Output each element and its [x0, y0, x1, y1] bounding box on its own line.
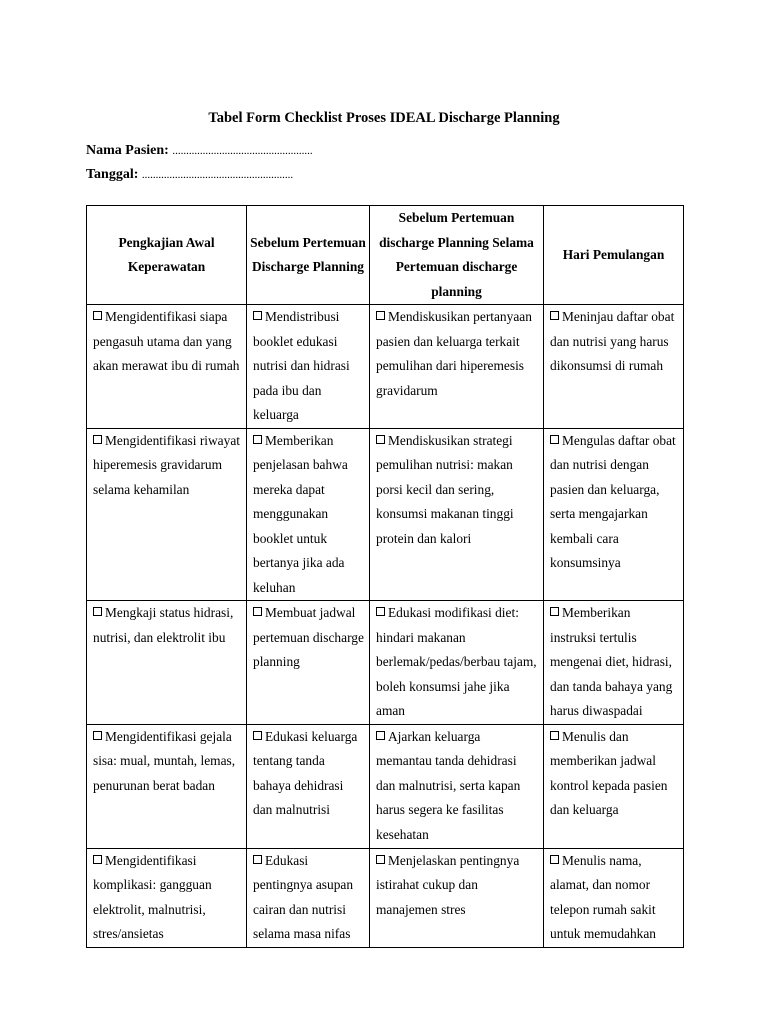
column-header: Sebelum Pertemuan discharge Planning Selama Pertemuan discharge planning: [370, 206, 544, 305]
table-cell: [544, 848, 684, 947]
cell-text: Mengidentifikasi siapa pengasuh utama dan yang akan merawat ibu di rumah: [93, 309, 240, 373]
checkbox[interactable]: [376, 607, 385, 616]
cell-text: Menjelaskan pentingnya istirahat cukup dan manajemen stres: [376, 852, 520, 917]
checkbox[interactable]: [253, 855, 262, 864]
cell-text: Ajarkan keluarga memantau tanda dehidrasi dan malnutrisi, serta kapan harus segera ke fasilitas kesehatan: [376, 728, 521, 842]
table-row: [87, 724, 684, 848]
checklist-table: [86, 205, 684, 948]
table-row: [87, 848, 684, 947]
table-cell: [87, 848, 247, 947]
table-cell: [370, 848, 544, 947]
cell-text: Mengulas daftar obat dan nutrisi dengan pasien dan keluarga, serta mengajarkan kembali cara konsumsinya: [550, 432, 676, 570]
cell-text: Memberikan penjelasan bahwa mereka dapat menggunakan booklet untuk bertanya jika ada keluhan: [253, 432, 348, 595]
table-row: [87, 601, 684, 725]
table-cell: [87, 724, 247, 848]
table-cell: [87, 305, 247, 429]
cell-text: Memberikan instruksi tertulis mengenai diet, hidrasi, dan tanda bahaya yang harus diwaspadai: [550, 605, 673, 718]
checkbox[interactable]: [253, 731, 262, 740]
page-title: Tabel Form Checklist Proses IDEAL Discharge Planning: [208, 110, 560, 126]
cell-text: Meninjau daftar obat dan nutrisi yang harus dikonsumsi di rumah: [550, 309, 675, 373]
cell-text: Menulis dan memberikan jadwal kontrol kepada pasien dan keluarga: [550, 728, 668, 817]
column-header: Sebelum Pertemuan Discharge Planning: [247, 206, 370, 305]
cell-text: Edukasi keluarga tentang tanda bahaya dehidrasi dan malnutrisi: [253, 728, 358, 817]
patient-name-label: Nama Pasien:: [86, 143, 169, 158]
column-header: Hari Pemulangan: [544, 206, 684, 305]
cell-text: Mendistribusi booklet edukasi nutrisi dan hidrasi pada ibu dan keluarga: [253, 309, 350, 422]
checkbox[interactable]: [550, 731, 559, 740]
checkbox[interactable]: [550, 311, 559, 320]
table-cell: [247, 848, 370, 947]
column-header: Pengkajian Awal Keperawatan: [87, 206, 247, 305]
checkbox[interactable]: [93, 607, 102, 616]
cell-text: Mengidentifikasi komplikasi: gangguan elektrolit, malnutrisi, stres/ansietas: [93, 852, 212, 941]
cell-text: Mengidentifikasi riwayat hiperemesis gravidarum selama kehamilan: [93, 432, 240, 497]
checkbox[interactable]: [376, 855, 385, 864]
patient-name-field: [86, 142, 313, 160]
checkbox[interactable]: [253, 607, 262, 616]
cell-text: Menulis nama, alamat, dan nomor telepon rumah sakit untuk memudahkan: [550, 852, 656, 941]
table-cell: [544, 428, 684, 601]
table-cell: [370, 601, 544, 725]
table-cell: [247, 724, 370, 848]
table-cell: [370, 428, 544, 601]
checkbox[interactable]: [93, 311, 102, 320]
checkbox[interactable]: [376, 435, 385, 444]
table-cell: [544, 724, 684, 848]
checkbox[interactable]: [550, 855, 559, 864]
table-cell: [87, 428, 247, 601]
date-blank: .......................................................: [141, 169, 294, 181]
cell-text: Mendiskusikan pertanyaan pasien dan keluarga terkait pemulihan dari hiperemesis gravidarum: [376, 309, 532, 398]
table-cell: [87, 601, 247, 725]
table-cell: [370, 305, 544, 429]
cell-text: Mengidentifikasi gejala sisa: mual, muntah, lemas, penurunan berat badan: [93, 728, 236, 793]
table-cell: [544, 601, 684, 725]
cell-text: Edukasi pentingnya asupan cairan dan nutrisi selama masa nifas: [253, 852, 354, 941]
table-cell: [370, 724, 544, 848]
checkbox[interactable]: [550, 435, 559, 444]
cell-text: Mendiskusikan strategi pemulihan nutrisi: makan porsi kecil dan sering, konsumsi makanan tinggi protein dan kalori: [376, 432, 514, 546]
date-field: [86, 166, 293, 184]
cell-text: Membuat jadwal pertemuan discharge planning: [253, 605, 364, 669]
table-header-row: [87, 206, 684, 305]
table-row: [87, 428, 684, 601]
cell-text: Edukasi modifikasi diet: hindari makanan berlemak/pedas/berbau tajam, boleh konsumsi jahe jika aman: [376, 605, 537, 718]
table-cell: [247, 428, 370, 601]
date-label: Tanggal:: [86, 167, 139, 182]
checkbox[interactable]: [93, 435, 102, 444]
checkbox[interactable]: [253, 435, 262, 444]
table-row: [87, 305, 684, 429]
patient-name-blank: ...................................................: [172, 145, 313, 157]
checkbox[interactable]: [376, 731, 385, 740]
checkbox[interactable]: [93, 731, 102, 740]
table-cell: [247, 601, 370, 725]
checkbox[interactable]: [93, 855, 102, 864]
table-cell: [544, 305, 684, 429]
checkbox[interactable]: [253, 311, 262, 320]
cell-text: Mengkaji status hidrasi, nutrisi, dan elektrolit ibu: [93, 605, 234, 645]
table-cell: [247, 305, 370, 429]
checkbox[interactable]: [550, 607, 559, 616]
checkbox[interactable]: [376, 311, 385, 320]
